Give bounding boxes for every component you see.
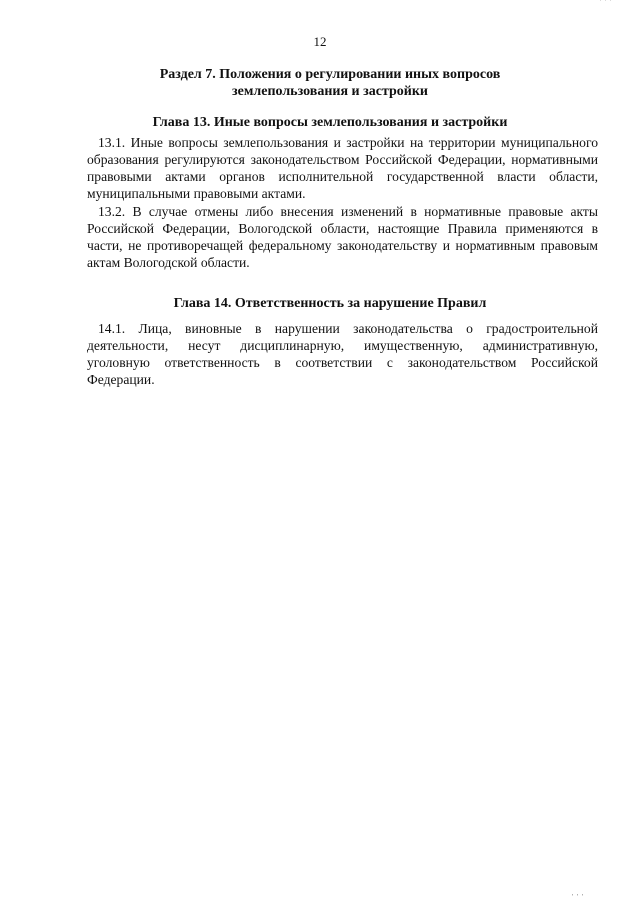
paragraph-14-1: 14.1. Лица, виновные в нарушении законодательства о градостроительной деятельности, несут дисциплинарную, имущественную, административную, уголовную ответственность в соответствии с законодательством Российской Федерации. xyxy=(87,321,598,387)
section-title-line-1: Раздел 7. Положения о регулировании иных вопросов xyxy=(159,67,501,82)
scan-mark-bottom: ' ' ' xyxy=(571,893,584,901)
paragraph-13-1: 13.1. Иные вопросы землепользования и застройки на территории муниципального образования регулируются законодательством Российской Федерации, нормативными правовыми актами органов исполнительной государственной власти области, муниципальными правовыми актами. xyxy=(87,135,598,201)
chapter-13-title: Глава 13. Иные вопросы землепользования и застройки xyxy=(152,115,508,130)
chapter-14-title: Глава 14. Ответственность за нарушение Правил xyxy=(173,296,487,311)
section-title-line-2: землепользования и застройки xyxy=(232,84,428,99)
scan-mark-top: ' ' ' xyxy=(599,0,612,6)
paragraph-13-2: 13.2. В случае отмены либо внесения изменений в нормативные правовые акты Российской Федерации, Вологодской области, настоящие Правила применяются в части, не противоречащей федеральному законодательству и нормативным правовым актам Вологодской области. xyxy=(87,204,598,270)
section-title xyxy=(90,66,570,100)
page-number: 12 xyxy=(313,34,327,49)
